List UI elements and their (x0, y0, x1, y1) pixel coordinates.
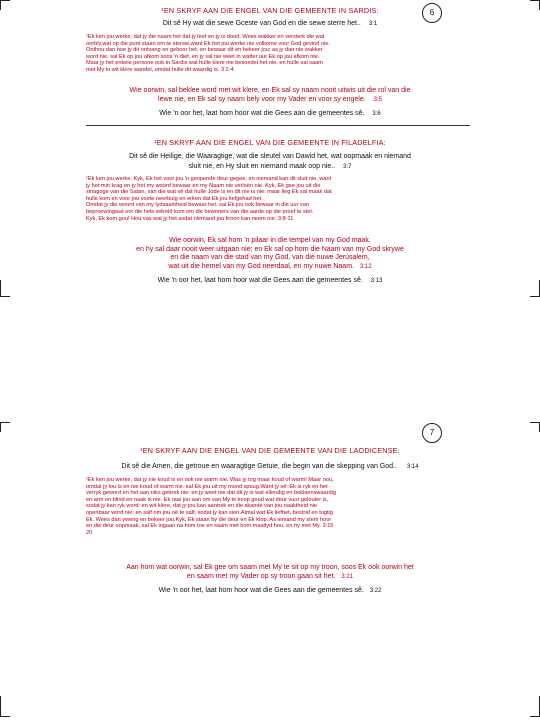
crop-mark (0, 716, 10, 717)
verse-line: sodat jy kan ryk word: en wit klere, dat jy jou kan aantrek en die skande van jou naaktheid nie (86, 503, 318, 510)
verse-ref: 3:15 (322, 523, 334, 530)
sardis-promise (0, 86, 540, 105)
sardis-intro (0, 20, 540, 27)
sardis-hear (0, 110, 540, 117)
verse-line: omdat jy lou is en nie koud of warm nie. sal Ek jou uit my mond spuug.Want jy sê: Ek is ryk en het (86, 483, 328, 490)
page-7 (0, 360, 540, 720)
crop-mark (0, 0, 10, 1)
intro-ref: 3:7 (343, 163, 352, 170)
page-number-badge: 7 (422, 423, 442, 443)
crop-mark (0, 422, 1, 432)
hear-ref: 3:22 (369, 588, 382, 594)
promise-line: en hy sal daar nooit weer uitgaan nie; en Ek sal op hom die Naam van my God skrywe (136, 245, 404, 253)
promise-line: Wie oorwin, Ek sal hom 'n pilaar in die tempel van my God maak, (169, 237, 371, 244)
verse-line-text: met My in wit klere wandel, omdat hulle dit waardig is. (86, 66, 220, 73)
verse-line: jy het min krag en jy het my woord bewaar en my Naam nie verloën nie. Kyk, Ek gee jou uit die (86, 182, 321, 189)
sardis-intro-text: Dit sê Hy wat die sewe Gceste van God en die sewe sterre het.. (162, 20, 361, 27)
crop-mark (0, 422, 10, 423)
verse-line: Omdat jy die woord van my lydsaamheid bewaar het. sal Ek jou ook bewaar in die uur van (86, 202, 309, 209)
crop-mark (530, 716, 540, 717)
hear-text: Wie 'n oor het, laat hom hoor wat die Gees aan die gemeentes sê. (159, 110, 365, 117)
sardis-body (86, 34, 452, 74)
page-number-badge: 6 (422, 3, 442, 23)
verse-line: sinagoge van die Satan, van die wat sê dat hulle Jode is en dit nie is nie. maar lieg Ek sal maak dat (86, 189, 332, 196)
verse-line: verryk geword en het aan niks gebrek nie: en jy weet nie dat dit jy is wat ellendig en beklaenswaardig (86, 490, 336, 497)
hear-ref: 3:13 (370, 278, 383, 284)
verse-ref: 3:2-4 (220, 66, 234, 73)
intro-ref: 3:14 (406, 464, 419, 470)
philadelphia-body (86, 176, 452, 222)
laodicea-hear (0, 587, 540, 594)
verse-line (86, 216, 452, 223)
philadelphia-hear (0, 277, 540, 284)
promise-line: en die naam van die stad van my God, van die nuwe Jerusalem, (170, 254, 370, 262)
crop-mark (530, 296, 540, 297)
promise-line-text: lewe nie, en Ek sal sy naam bely voor my Vader en voor sy engele. (158, 96, 366, 103)
sardis-heading: ¹EN SKRYF AAN DIE ENGEL VAN DIE GEMEENTE IN SARDIS: (161, 6, 379, 15)
verse-line: ¹Ek ken jou werke. Kyk, Ek het voor jou 'n geopende deur gegee, en niemand kan dit sluit nie, want (86, 176, 332, 182)
verse-line: en arm en blind en naak is nie. Ek raai jou aan om van My te koop goud wat deur vuur gelouter is, (86, 496, 329, 503)
crop-mark (0, 696, 1, 716)
verse-ref: 3:8-11 (277, 215, 294, 222)
promise-line: Aan hom wat oorwin, sal Ek gee om saam met My te sit op my troon, soos Ek ook oorwin het (126, 564, 414, 571)
verse-line: beproewingwat oor die hele wêreld kom om die bewoners van die aarde op die proef te stel. (86, 208, 314, 215)
intro-line (0, 162, 540, 173)
sardis-intro-ref: 3:1 (368, 21, 378, 27)
crop-mark (0, 296, 10, 297)
verse-line (86, 67, 452, 74)
verse-line: oorbly,wat op die punt staan om te sterwe,want Ek het jou werke nie volkome voor God gevind nie. (86, 40, 330, 47)
philadelphia-promise (0, 237, 540, 271)
hear-ref: 3:6 (372, 111, 381, 117)
promise-ref: 3:21 (341, 574, 354, 580)
promise-line (0, 95, 540, 105)
verse-line: ¹Ek ken jou werke, dat jy nie koud is en ook nie warm nie. Was jy tog maar koud of warm! Maar nou, (86, 477, 334, 483)
section-divider (86, 125, 470, 126)
verse-line: word nie, sal Ek op jou afkom soos 'n dief, en jy sal nie weet in watter uur Ek op jou afkom nie. (86, 53, 320, 60)
promise-ref: 3:5 (373, 97, 382, 103)
verse-line: hulle kom en voor jou voete neerbuig en erken dat Ek jou liefgehad het. (86, 195, 263, 202)
verse-line: ¹Ek ken jou werke, dat jy die naam het dat jy leef en jy is dood. Wees wakker en versterk die wat (86, 34, 325, 40)
verse-line: Maar jy het enkele persone ook in Sardis wat hulle klere nie besoedel het nie. en hulle sal saam (86, 60, 323, 67)
intro-text: Dit sê die Amen, die getroue en waaragtige Getuie, die begin van die skepping van God.. (121, 463, 397, 470)
promise-line (0, 263, 540, 272)
promise-line (0, 572, 540, 582)
laodicea-promise (0, 563, 540, 582)
philadelphia-intro (0, 152, 540, 172)
intro-line: Dit sê die Heilige, die Waaragtige, wat die sleutel van Dawid het, wat oopmaak en niemand (129, 153, 411, 160)
verse-line: openbaar word nie: en salf om jou oë te salf, sodat jy kan sien.Almal wat Ek liefhet, bestraf en tugtig (86, 509, 333, 516)
verse-line: Onthou dan hoe jy dit ontvang en gehoor het, en bewaar dit en bekeer jou; as jy dan nie wakker (86, 47, 323, 54)
verse-line: 20 (86, 529, 93, 536)
verse-line: Ek. Wees dan ywerig en bekeer jou.Kyk, Ek staan by die deur en Ek klop. As iemand my stem hoor (86, 516, 332, 523)
verse-line (86, 523, 452, 530)
laodicea-body (86, 477, 452, 536)
promise-line-text: en saam met my Vader op sy troon gaan sit het. (186, 573, 336, 580)
intro-line-text: sluit nie, en Hy sluit en niemand maak oop nie.. (188, 162, 336, 170)
verse-line-text: en die deur oopmaak, sal Ek ingaan na hom toe en saam met hom maaltyd hou. en hy met My. (86, 523, 321, 530)
hear-text: Wie 'n oor het, laat hom hoor wat die Gees aan die gemeentes sê. (158, 587, 364, 594)
verse-line-text: Kyk, Ek kom gou! Hou vas wat jy het.sodat niemand jou kroon kan neem nie. (86, 215, 277, 222)
laodicea-intro (0, 463, 540, 470)
promise-line: Wie oorwin, sal beklee word met wit klere, en Ek sal sy naam nooit uitwis uit die rol van die (129, 87, 411, 94)
promise-ref: 3:12 (359, 263, 372, 270)
laodicea-heading: ¹EN SKRYF AAN DIE ENGEL VAN DIE GEMEENTE VAN DIE LAODICENSE: (140, 446, 400, 455)
promise-line-text: wat uit die hemel van my God neerdaal, en my nuwe Naam. (168, 262, 354, 270)
philadelphia-heading: ¹EN SKRYF AAN DIE ENGEL VAN DIE GEMEENTE IN FILADELFIA: (154, 138, 386, 147)
hear-text: Wie 'n oor het, laat hom hoor wat die Gees aan die gemeentes sê. (157, 277, 363, 284)
